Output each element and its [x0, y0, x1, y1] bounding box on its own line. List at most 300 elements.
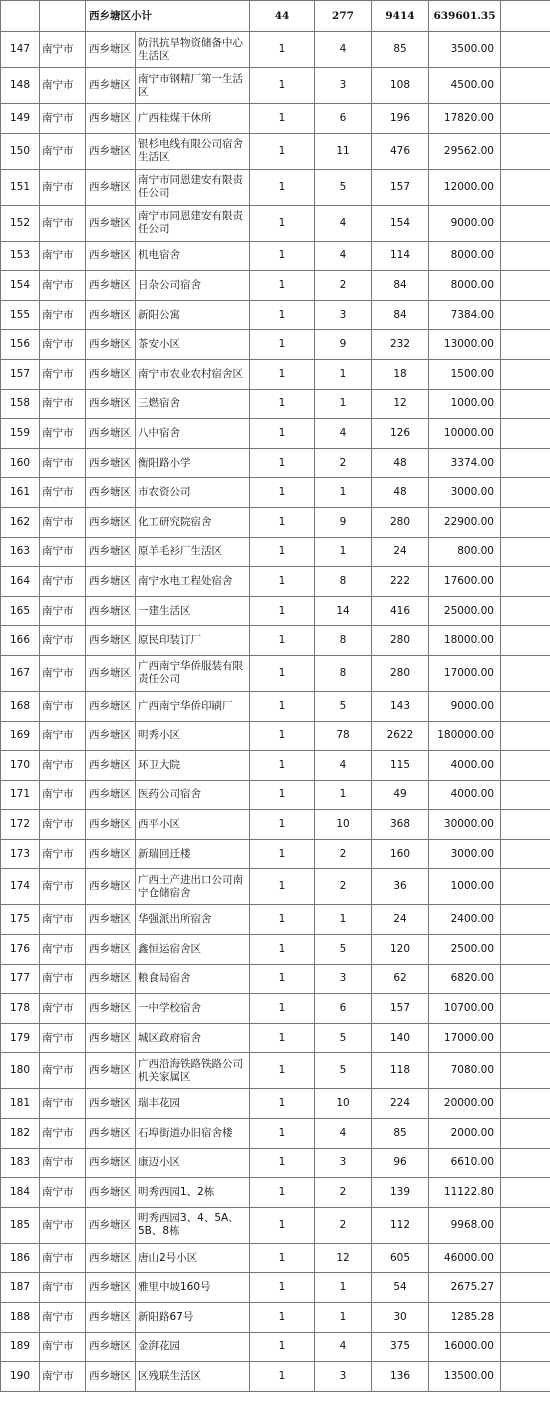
households-cell: 280 [372, 507, 429, 537]
blank-cell [501, 478, 550, 508]
amount-cell: 13500.00 [429, 1362, 501, 1392]
community-name-cell: 金湃花园 [136, 1332, 250, 1362]
district-cell: 西乡塘区 [86, 1119, 136, 1149]
count-cell: 1 [250, 1207, 315, 1243]
amount-cell: 16000.00 [429, 1332, 501, 1362]
district-cell: 西乡塘区 [86, 1243, 136, 1273]
district-cell: 西乡塘区 [86, 68, 136, 104]
community-name-cell: 原民印装订厂 [136, 626, 250, 656]
buildings-cell: 11 [315, 133, 372, 169]
amount-cell: 3500.00 [429, 32, 501, 68]
city-cell: 南宁市 [40, 596, 86, 626]
city-cell: 南宁市 [40, 1303, 86, 1333]
households-cell: 48 [372, 478, 429, 508]
row-index: 167 [1, 655, 40, 691]
city-cell: 南宁市 [40, 448, 86, 478]
households-cell: 62 [372, 964, 429, 994]
buildings-cell: 2 [315, 869, 372, 905]
district-cell: 西乡塘区 [86, 271, 136, 301]
district-cell: 西乡塘区 [86, 205, 136, 241]
buildings-cell: 4 [315, 751, 372, 781]
amount-cell: 11122.80 [429, 1178, 501, 1208]
count-cell: 1 [250, 68, 315, 104]
table-row [1, 596, 550, 626]
row-index: 172 [1, 810, 40, 840]
amount-cell: 8000.00 [429, 271, 501, 301]
blank-cell [501, 780, 550, 810]
row-index: 148 [1, 68, 40, 104]
households-cell: 416 [372, 596, 429, 626]
row-index: 158 [1, 389, 40, 419]
households-cell: 84 [372, 300, 429, 330]
table-row [1, 133, 550, 169]
district-cell: 西乡塘区 [86, 330, 136, 360]
row-index: 168 [1, 691, 40, 721]
blank-cell [501, 596, 550, 626]
blank-cell [501, 994, 550, 1024]
district-cell: 西乡塘区 [86, 935, 136, 965]
community-name-cell: 雅里中坡160号 [136, 1273, 250, 1303]
row-index: 150 [1, 133, 40, 169]
households-cell: 160 [372, 839, 429, 869]
count-cell: 1 [250, 935, 315, 965]
households-cell: 224 [372, 1089, 429, 1119]
count-cell: 1 [250, 1119, 315, 1149]
city-cell: 南宁市 [40, 655, 86, 691]
city-cell: 南宁市 [40, 905, 86, 935]
buildings-cell: 4 [315, 205, 372, 241]
subtotal-households: 9414 [372, 1, 429, 32]
row-index: 171 [1, 780, 40, 810]
amount-cell: 3374.00 [429, 448, 501, 478]
district-cell: 西乡塘区 [86, 1053, 136, 1089]
count-cell: 1 [250, 691, 315, 721]
city-cell: 南宁市 [40, 32, 86, 68]
city-cell: 南宁市 [40, 300, 86, 330]
subtotal-blank-cell [40, 1, 86, 32]
households-cell: 12 [372, 389, 429, 419]
community-name-cell: 一中学校宿舍 [136, 994, 250, 1024]
count-cell: 1 [250, 1023, 315, 1053]
district-cell: 西乡塘区 [86, 596, 136, 626]
households-cell: 96 [372, 1148, 429, 1178]
row-index: 164 [1, 567, 40, 597]
community-name-cell: 新阳路67号 [136, 1303, 250, 1333]
blank-cell [501, 810, 550, 840]
subtotal-buildings: 277 [315, 1, 372, 32]
buildings-cell: 4 [315, 32, 372, 68]
city-cell: 南宁市 [40, 964, 86, 994]
table-row [1, 751, 550, 781]
households-cell: 196 [372, 104, 429, 134]
district-cell: 西乡塘区 [86, 507, 136, 537]
district-cell: 西乡塘区 [86, 810, 136, 840]
amount-cell: 17820.00 [429, 104, 501, 134]
community-name-cell: 广西沿海铁路铁路公司机关家属区 [136, 1053, 250, 1089]
buildings-cell: 8 [315, 655, 372, 691]
households-cell: 140 [372, 1023, 429, 1053]
buildings-cell: 1 [315, 389, 372, 419]
amount-cell: 13000.00 [429, 330, 501, 360]
count-cell: 1 [250, 419, 315, 449]
row-index: 166 [1, 626, 40, 656]
blank-cell [501, 68, 550, 104]
community-name-cell: 防汛抗旱物资储备中心生活区 [136, 32, 250, 68]
city-cell: 南宁市 [40, 241, 86, 271]
row-index: 155 [1, 300, 40, 330]
row-index: 182 [1, 1119, 40, 1149]
count-cell: 1 [250, 905, 315, 935]
community-name-cell: 新瑞回迁楼 [136, 839, 250, 869]
count-cell: 1 [250, 994, 315, 1024]
table-row [1, 1119, 550, 1149]
table-row [1, 507, 550, 537]
city-cell: 南宁市 [40, 359, 86, 389]
table-row [1, 68, 550, 104]
blank-cell [501, 1119, 550, 1149]
table-row [1, 1178, 550, 1208]
blank-cell [501, 241, 550, 271]
district-cell: 西乡塘区 [86, 133, 136, 169]
households-cell: 84 [372, 271, 429, 301]
community-name-cell: 南宁市钢精厂第一生活区 [136, 68, 250, 104]
city-cell: 南宁市 [40, 478, 86, 508]
amount-cell: 6820.00 [429, 964, 501, 994]
table-row [1, 359, 550, 389]
row-index: 162 [1, 507, 40, 537]
community-name-cell: 华强派出所宿舍 [136, 905, 250, 935]
row-index: 163 [1, 537, 40, 567]
buildings-cell: 3 [315, 1148, 372, 1178]
amount-cell: 1000.00 [429, 869, 501, 905]
table-row [1, 567, 550, 597]
community-name-cell: 八中宿舍 [136, 419, 250, 449]
community-name-cell: 明秀西园1、2栋 [136, 1178, 250, 1208]
community-name-cell: 日杂公司宿舍 [136, 271, 250, 301]
city-cell: 南宁市 [40, 1089, 86, 1119]
table-row [1, 478, 550, 508]
households-cell: 49 [372, 780, 429, 810]
table-row [1, 300, 550, 330]
row-index: 190 [1, 1362, 40, 1392]
community-name-cell: 广西土产进出口公司南宁仓储宿舍 [136, 869, 250, 905]
buildings-cell: 1 [315, 478, 372, 508]
count-cell: 1 [250, 389, 315, 419]
subtotal-count: 44 [250, 1, 315, 32]
community-name-cell: 茶安小区 [136, 330, 250, 360]
amount-cell: 4000.00 [429, 780, 501, 810]
row-index: 185 [1, 1207, 40, 1243]
households-cell: 126 [372, 419, 429, 449]
district-cell: 西乡塘区 [86, 839, 136, 869]
count-cell: 1 [250, 1303, 315, 1333]
buildings-cell: 1 [315, 1303, 372, 1333]
households-cell: 139 [372, 1178, 429, 1208]
table-row [1, 810, 550, 840]
community-name-cell: 医药公司宿舍 [136, 780, 250, 810]
row-index: 152 [1, 205, 40, 241]
amount-cell: 2500.00 [429, 935, 501, 965]
city-cell: 南宁市 [40, 133, 86, 169]
buildings-cell: 10 [315, 810, 372, 840]
count-cell: 1 [250, 448, 315, 478]
row-index: 177 [1, 964, 40, 994]
amount-cell: 7080.00 [429, 1053, 501, 1089]
buildings-cell: 3 [315, 1362, 372, 1392]
buildings-cell: 3 [315, 964, 372, 994]
community-name-cell: 南宁市同恩建安有限责任公司 [136, 169, 250, 205]
table-row [1, 721, 550, 751]
blank-cell [501, 133, 550, 169]
table-row [1, 964, 550, 994]
blank-cell [501, 935, 550, 965]
count-cell: 1 [250, 780, 315, 810]
blank-cell [501, 1332, 550, 1362]
community-name-cell: 环卫大院 [136, 751, 250, 781]
district-cell: 西乡塘区 [86, 751, 136, 781]
city-cell: 南宁市 [40, 1273, 86, 1303]
count-cell: 1 [250, 964, 315, 994]
count-cell: 1 [250, 1178, 315, 1208]
table-row [1, 1303, 550, 1333]
count-cell: 1 [250, 1148, 315, 1178]
blank-cell [501, 32, 550, 68]
row-index: 159 [1, 419, 40, 449]
blank-cell [501, 626, 550, 656]
count-cell: 1 [250, 1053, 315, 1089]
count-cell: 1 [250, 810, 315, 840]
table-row [1, 935, 550, 965]
community-name-cell: 南宁水电工程处宿舍 [136, 567, 250, 597]
district-cell: 西乡塘区 [86, 780, 136, 810]
amount-cell: 1285.28 [429, 1303, 501, 1333]
row-index: 173 [1, 839, 40, 869]
count-cell: 1 [250, 1089, 315, 1119]
amount-cell: 1000.00 [429, 389, 501, 419]
table-row [1, 869, 550, 905]
table-row [1, 330, 550, 360]
table-row [1, 1089, 550, 1119]
community-name-cell: 广西南宁华侨服装有限责任公司 [136, 655, 250, 691]
buildings-cell: 10 [315, 1089, 372, 1119]
city-cell: 南宁市 [40, 1178, 86, 1208]
subtotal-amount: 639601.35 [429, 1, 501, 32]
city-cell: 南宁市 [40, 169, 86, 205]
district-cell: 西乡塘区 [86, 1362, 136, 1392]
count-cell: 1 [250, 655, 315, 691]
subtotal-blank-cell [501, 1, 550, 32]
blank-cell [501, 905, 550, 935]
blank-cell [501, 359, 550, 389]
households-cell: 24 [372, 905, 429, 935]
blank-cell [501, 567, 550, 597]
city-cell: 南宁市 [40, 567, 86, 597]
amount-cell: 1500.00 [429, 359, 501, 389]
community-name-cell: 银杉电线有限公司宿舍生活区 [136, 133, 250, 169]
district-cell: 西乡塘区 [86, 32, 136, 68]
buildings-cell: 2 [315, 448, 372, 478]
count-cell: 1 [250, 567, 315, 597]
amount-cell: 20000.00 [429, 1089, 501, 1119]
households-cell: 30 [372, 1303, 429, 1333]
count-cell: 1 [250, 359, 315, 389]
amount-cell: 10700.00 [429, 994, 501, 1024]
households-cell: 48 [372, 448, 429, 478]
households-cell: 54 [372, 1273, 429, 1303]
table-row [1, 1023, 550, 1053]
city-cell: 南宁市 [40, 419, 86, 449]
count-cell: 1 [250, 1243, 315, 1273]
buildings-cell: 1 [315, 359, 372, 389]
row-index: 188 [1, 1303, 40, 1333]
count-cell: 1 [250, 271, 315, 301]
district-cell: 西乡塘区 [86, 1207, 136, 1243]
table-row [1, 271, 550, 301]
amount-cell: 9968.00 [429, 1207, 501, 1243]
buildings-cell: 9 [315, 507, 372, 537]
count-cell: 1 [250, 133, 315, 169]
amount-cell: 6610.00 [429, 1148, 501, 1178]
table-row [1, 691, 550, 721]
households-cell: 143 [372, 691, 429, 721]
count-cell: 1 [250, 626, 315, 656]
households-cell: 375 [372, 1332, 429, 1362]
households-cell: 18 [372, 359, 429, 389]
households-cell: 112 [372, 1207, 429, 1243]
households-cell: 85 [372, 32, 429, 68]
row-index: 178 [1, 994, 40, 1024]
row-index: 189 [1, 1332, 40, 1362]
community-name-cell: 三燃宿舍 [136, 389, 250, 419]
households-cell: 222 [372, 567, 429, 597]
count-cell: 1 [250, 32, 315, 68]
buildings-cell: 14 [315, 596, 372, 626]
blank-cell [501, 205, 550, 241]
district-cell: 西乡塘区 [86, 1178, 136, 1208]
district-cell: 西乡塘区 [86, 169, 136, 205]
amount-cell: 7384.00 [429, 300, 501, 330]
households-cell: 2622 [372, 721, 429, 751]
blank-cell [501, 169, 550, 205]
city-cell: 南宁市 [40, 1332, 86, 1362]
amount-cell: 180000.00 [429, 721, 501, 751]
blank-cell [501, 300, 550, 330]
buildings-cell: 4 [315, 1119, 372, 1149]
amount-cell: 18000.00 [429, 626, 501, 656]
households-cell: 280 [372, 655, 429, 691]
row-index: 174 [1, 869, 40, 905]
community-name-cell: 明秀小区 [136, 721, 250, 751]
amount-cell: 9000.00 [429, 691, 501, 721]
district-cell: 西乡塘区 [86, 1273, 136, 1303]
table-row [1, 169, 550, 205]
blank-cell [501, 1148, 550, 1178]
households-cell: 157 [372, 994, 429, 1024]
table-row [1, 626, 550, 656]
district-cell: 西乡塘区 [86, 389, 136, 419]
buildings-cell: 12 [315, 1243, 372, 1273]
district-cell: 西乡塘区 [86, 448, 136, 478]
row-index: 180 [1, 1053, 40, 1089]
row-index: 181 [1, 1089, 40, 1119]
city-cell: 南宁市 [40, 780, 86, 810]
amount-cell: 12000.00 [429, 169, 501, 205]
table-row [1, 537, 550, 567]
buildings-cell: 4 [315, 241, 372, 271]
community-name-cell: 石埠街道办旧宿舍楼 [136, 1119, 250, 1149]
table-row [1, 241, 550, 271]
row-index: 154 [1, 271, 40, 301]
amount-cell: 29562.00 [429, 133, 501, 169]
buildings-cell: 5 [315, 691, 372, 721]
district-cell: 西乡塘区 [86, 1332, 136, 1362]
buildings-cell: 9 [315, 330, 372, 360]
count-cell: 1 [250, 537, 315, 567]
amount-cell: 2000.00 [429, 1119, 501, 1149]
community-name-cell: 衡阳路小学 [136, 448, 250, 478]
count-cell: 1 [250, 241, 315, 271]
blank-cell [501, 1089, 550, 1119]
table-row [1, 655, 550, 691]
households-cell: 157 [372, 169, 429, 205]
blank-cell [501, 1178, 550, 1208]
buildings-cell: 2 [315, 839, 372, 869]
district-cell: 西乡塘区 [86, 241, 136, 271]
city-cell: 南宁市 [40, 1053, 86, 1089]
blank-cell [501, 691, 550, 721]
district-cell: 西乡塘区 [86, 964, 136, 994]
amount-cell: 2675.27 [429, 1273, 501, 1303]
blank-cell [501, 1207, 550, 1243]
city-cell: 南宁市 [40, 626, 86, 656]
community-name-cell: 广西南宁华侨印刷厂 [136, 691, 250, 721]
blank-cell [501, 271, 550, 301]
table-row [1, 780, 550, 810]
district-cell: 西乡塘区 [86, 994, 136, 1024]
district-cell: 西乡塘区 [86, 1089, 136, 1119]
city-cell: 南宁市 [40, 994, 86, 1024]
table-row [1, 448, 550, 478]
buildings-cell: 2 [315, 1207, 372, 1243]
district-cell: 西乡塘区 [86, 300, 136, 330]
district-cell: 西乡塘区 [86, 1148, 136, 1178]
count-cell: 1 [250, 869, 315, 905]
blank-cell [501, 655, 550, 691]
count-cell: 1 [250, 1362, 315, 1392]
community-name-cell: 南宁市农业农村宿舍区 [136, 359, 250, 389]
city-cell: 南宁市 [40, 751, 86, 781]
buildings-cell: 8 [315, 567, 372, 597]
city-cell: 南宁市 [40, 271, 86, 301]
buildings-cell: 1 [315, 537, 372, 567]
households-cell: 280 [372, 626, 429, 656]
households-cell: 108 [372, 68, 429, 104]
district-cell: 西乡塘区 [86, 721, 136, 751]
table-row [1, 1273, 550, 1303]
community-name-cell: 瑞丰花园 [136, 1089, 250, 1119]
households-cell: 24 [372, 537, 429, 567]
blank-cell [501, 1362, 550, 1392]
amount-cell: 22900.00 [429, 507, 501, 537]
blank-cell [501, 1303, 550, 1333]
table-row [1, 1207, 550, 1243]
row-index: 147 [1, 32, 40, 68]
households-cell: 120 [372, 935, 429, 965]
city-cell: 南宁市 [40, 1207, 86, 1243]
blank-cell [501, 869, 550, 905]
district-cell: 西乡塘区 [86, 905, 136, 935]
city-cell: 南宁市 [40, 839, 86, 869]
